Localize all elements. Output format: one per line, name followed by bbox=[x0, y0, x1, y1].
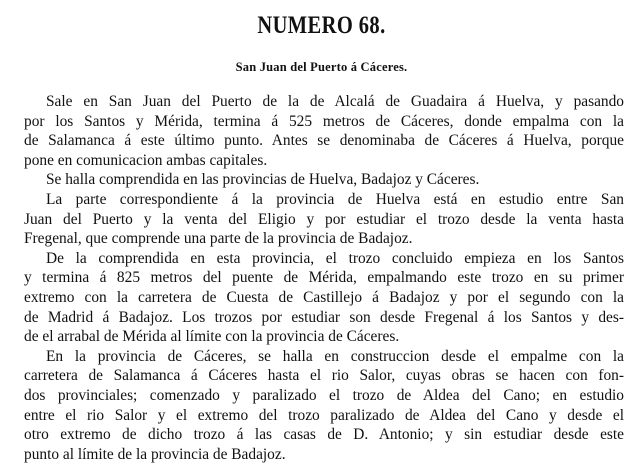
page-title: NUMERO 68. bbox=[257, 12, 386, 39]
text-line: punto al límite de la provincia de Badajoz. bbox=[24, 445, 286, 463]
route-subtitle: San Juan del Puerto á Cáceres. bbox=[235, 60, 408, 74]
text-line: extremo con la carretera de Cuesta de Castillejo á Badajoz y por el segundo con la bbox=[24, 288, 624, 306]
text-line: carretera de Salamanca á Cáceres hasta el rio Salor, cuyas obras se hacen con fon- bbox=[24, 367, 624, 385]
text-line: La parte correspondiente á la provincia de Huelva está en estudio entre San bbox=[46, 190, 624, 208]
text-line: Fregenal, que comprende una parte de la provincia de Badajoz. bbox=[24, 230, 413, 248]
text-line: de Salamanca á este último punto. Antes se denominaba de Cáceres á Huelva, porque bbox=[24, 132, 624, 150]
text-line: y termina á 825 metros del puente de Mérida, empalmando este trozo en su primer bbox=[24, 269, 624, 287]
paragraph-provinces bbox=[24, 170, 624, 190]
text-line: de el arrabal de Mérida al límite con la provincia de Cáceres. bbox=[24, 328, 400, 346]
paragraph-huelva bbox=[24, 190, 624, 249]
text-line: dos provinciales; comenzado y paralizado el trozo de Aldea del Cano; en estudio bbox=[24, 386, 624, 404]
text-line: otro extremo de dicho trozo á las casas de D. Antonio; y sin estudiar desde este bbox=[24, 426, 624, 444]
document-body bbox=[24, 92, 624, 464]
text-line: En la provincia de Cáceres, se halla en construccion desde el empalme con la bbox=[46, 347, 624, 365]
text-line: entre el rio Salor y el extremo del trozo paralizado de Aldea del Cano y desde el bbox=[24, 406, 624, 424]
paragraph-caceres bbox=[24, 347, 624, 464]
text-line: Juan del Puerto y la venta del Eligio y por estudiar el trozo desde la venta hasta bbox=[24, 210, 624, 228]
text-line: pone en comunicacion ambas capitales. bbox=[24, 151, 268, 169]
text-line: Sale en San Juan del Puerto de la de Alcalá de Guadaira á Huelva, y pasando bbox=[46, 93, 624, 110]
paragraph-route-description bbox=[24, 92, 624, 170]
text-line: Se halla comprendida en las provincias de Huelva, Badajoz y Cáceres. bbox=[46, 171, 480, 189]
paragraph-badajoz bbox=[24, 249, 624, 347]
text-line: por los Santos y Mérida, termina á 525 metros de Cáceres, donde empalma con la bbox=[24, 112, 624, 130]
text-line: de Madrid á Badajoz. Los trozos por estudiar son desde Fregenal á los Santos y des- bbox=[24, 308, 624, 326]
text-line: De la comprendida en esta provincia, el trozo concluido empieza en los Santos bbox=[46, 249, 624, 267]
